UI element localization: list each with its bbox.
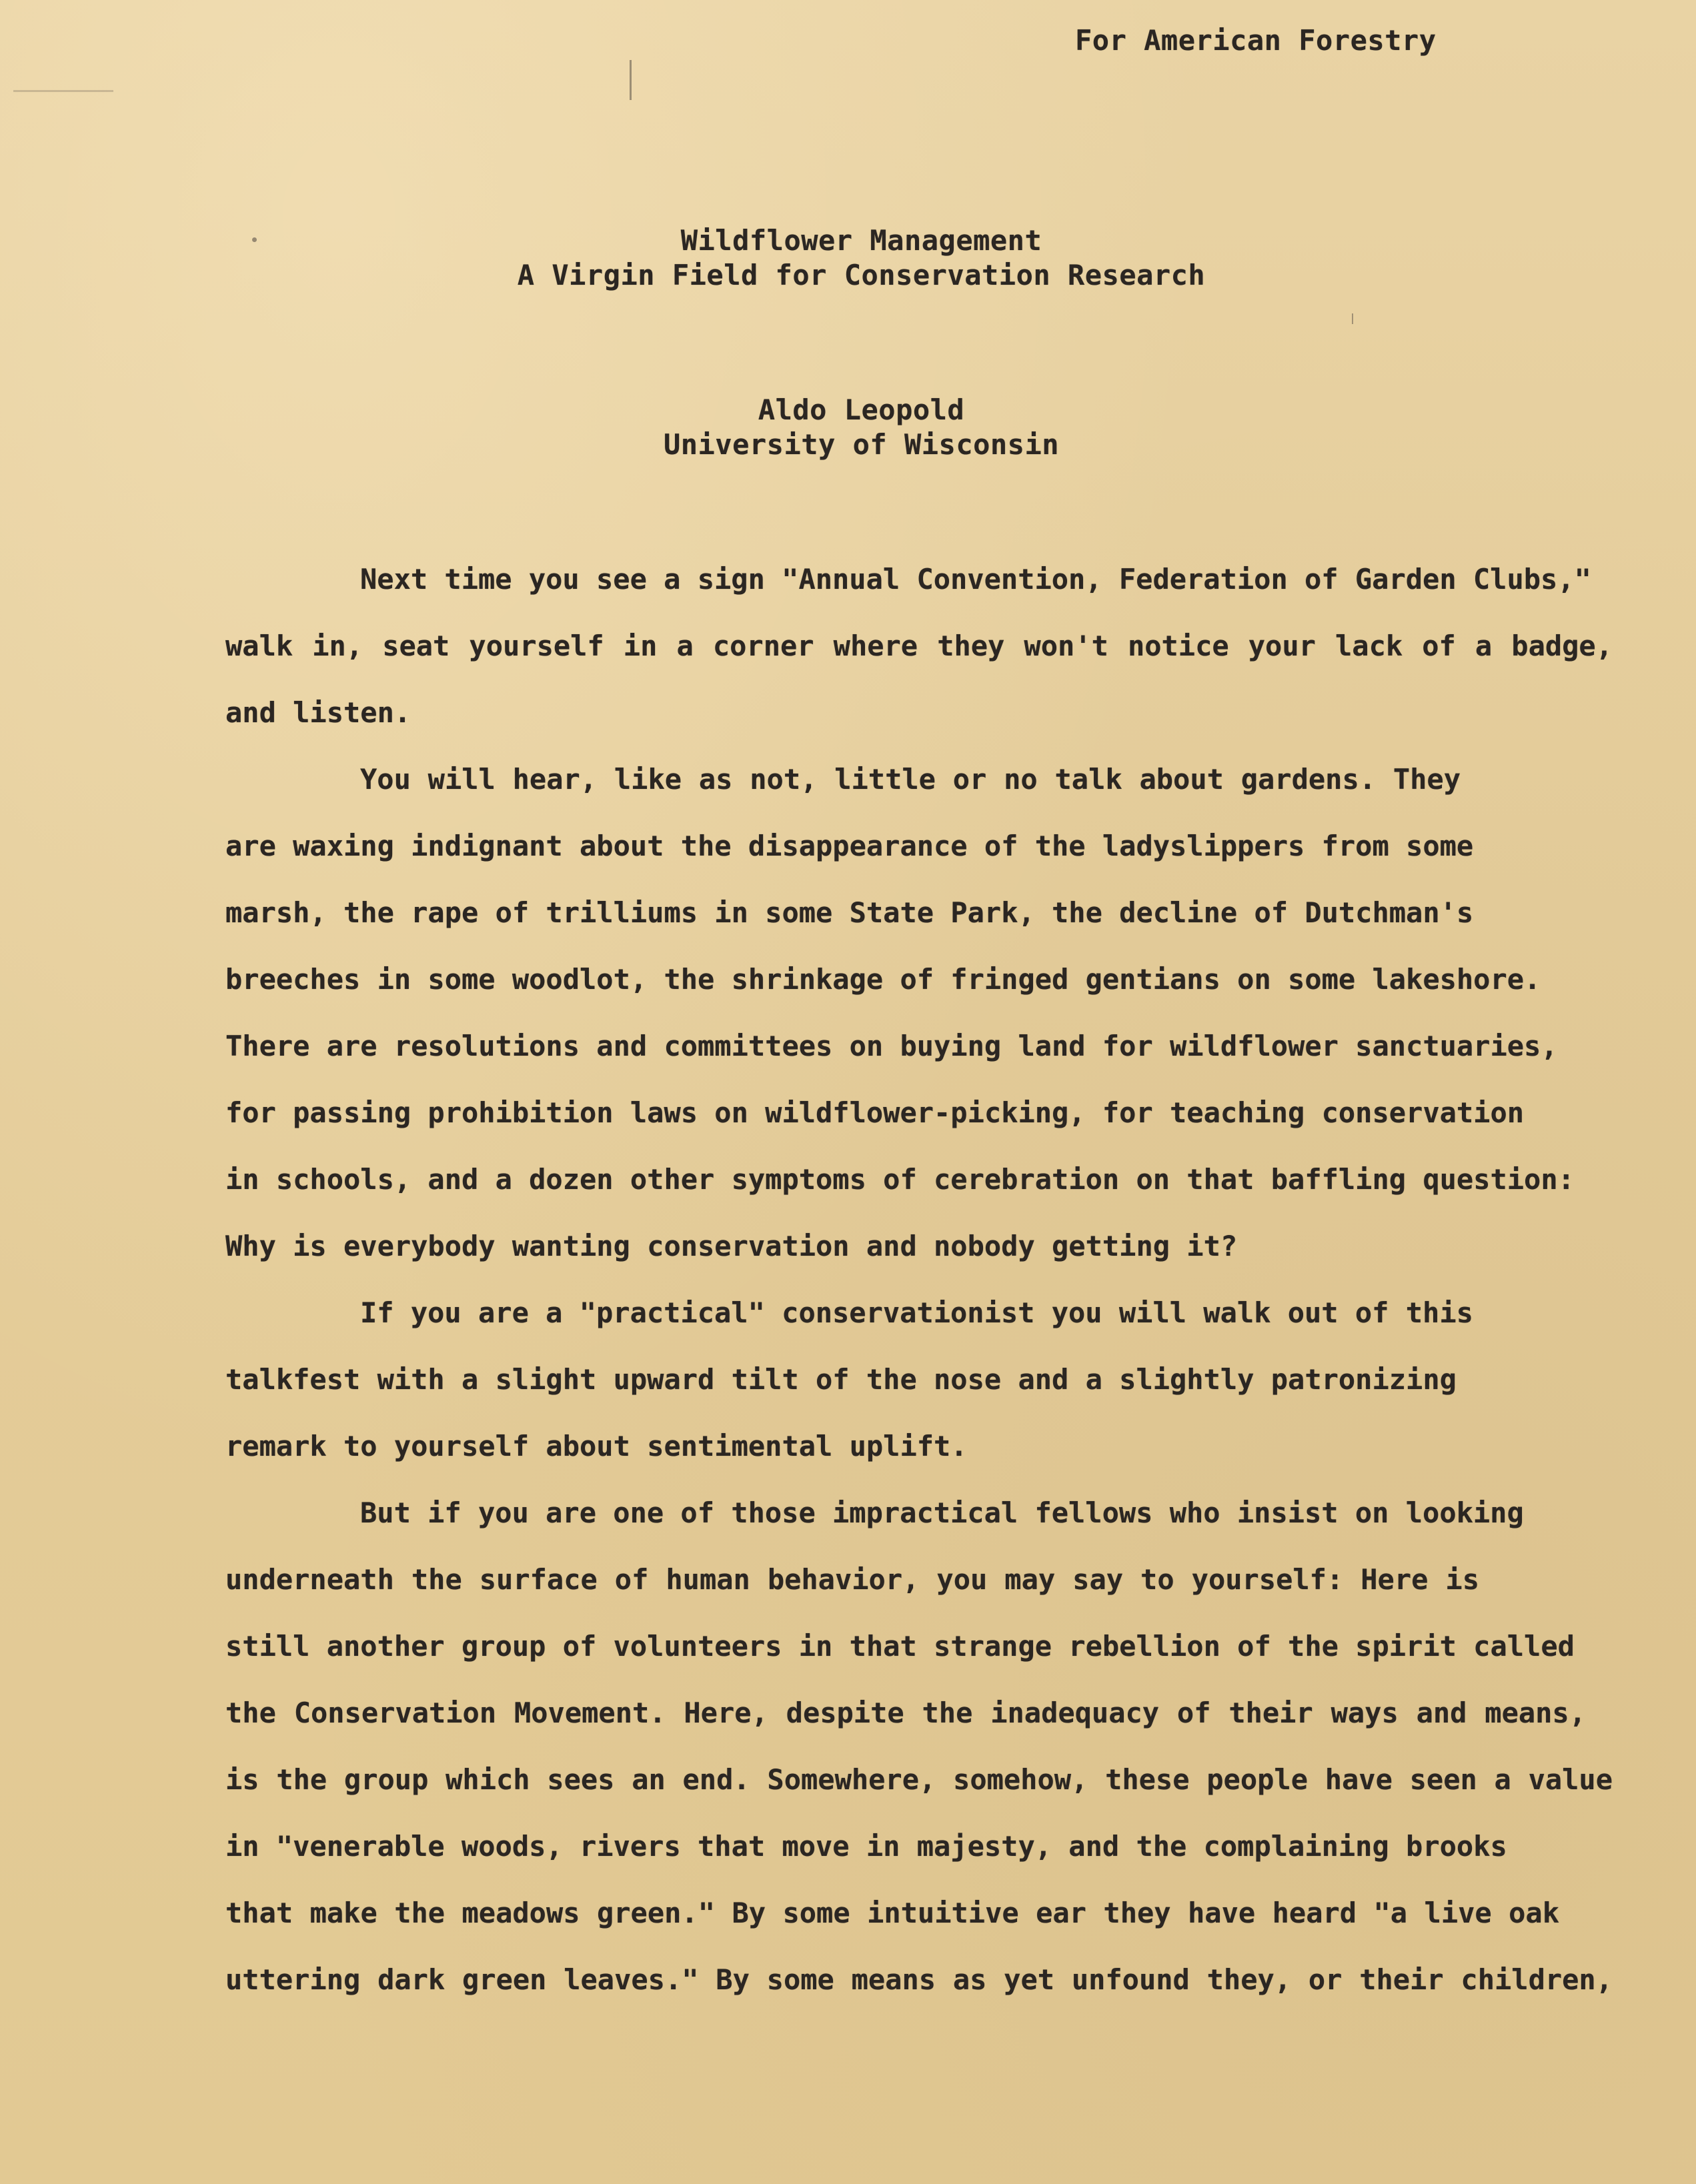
body-line: in schools, and a dozen other symptoms of cerebration on that baffling question: [225,1163,1575,1196]
body-line: are waxing indignant about the disappearance of the ladyslippers from some [225,830,1474,862]
body-line: Why is everybody wanting conservation and nobody getting it? [225,1230,1238,1262]
body-line: There are resolutions and committees on buying land for wildflower sanctuaries, [225,1030,1558,1062]
body-line: still another group of volunteers in that strange rebellion of the spirit called [225,1630,1575,1663]
document-subtitle: A Virgin Field for Conservation Research [517,259,1206,291]
body-line: But if you are one of those impractical fellows who insist on looking [360,1496,1524,1529]
body-line: talkfest with a slight upward tilt of the nose and a slightly patronizing [225,1363,1457,1396]
paper-speck [630,60,632,100]
body-line: for passing prohibition laws on wildflower-picking, for teaching conservation [225,1096,1525,1129]
body-line: marsh, the rape of trilliums in some State Park, the decline of Dutchman's [225,896,1474,929]
body-line: in "venerable woods, rivers that move in majesty, and the complaining brooks [225,1830,1507,1863]
body-line: walk in, seat yourself in a corner where they won't notice your lack of a badge, [225,630,1613,662]
body-line: Next time you see a sign "Annual Convention, Federation of Garden Clubs," [360,563,1591,596]
author-affiliation: University of Wisconsin [663,428,1060,461]
body-line: uttering dark green leaves." By some means as yet unfound they, or their children, [225,1963,1613,1996]
body-line: breeches in some woodlot, the shrinkage of fringed gentians on some lakeshore. [225,963,1541,996]
document-title: Wildflower Management [680,224,1042,257]
header-note: For American Forestry [1075,24,1437,57]
paper-speck [13,90,113,92]
body-line: underneath the surface of human behavior, you may say to yourself: Here is [225,1563,1479,1596]
body-line: If you are a "practical" conservationist you will walk out of this [360,1296,1473,1329]
paper-speck [1352,313,1353,324]
body-line: is the group which sees an end. Somewhere, somehow, these people have seen a value [225,1763,1613,1796]
body-line: and listen. [225,696,411,729]
body-line: the Conservation Movement. Here, despite the inadequacy of their ways and means, [225,1697,1586,1729]
body-line: remark to yourself about sentimental uplift. [225,1430,968,1462]
body-line: that make the meadows green." By some intuitive ear they have heard "a live oak [225,1897,1559,1929]
author-name: Aldo Leopold [758,393,965,426]
body-line: You will hear, like as not, little or no talk about gardens. They [360,763,1461,796]
